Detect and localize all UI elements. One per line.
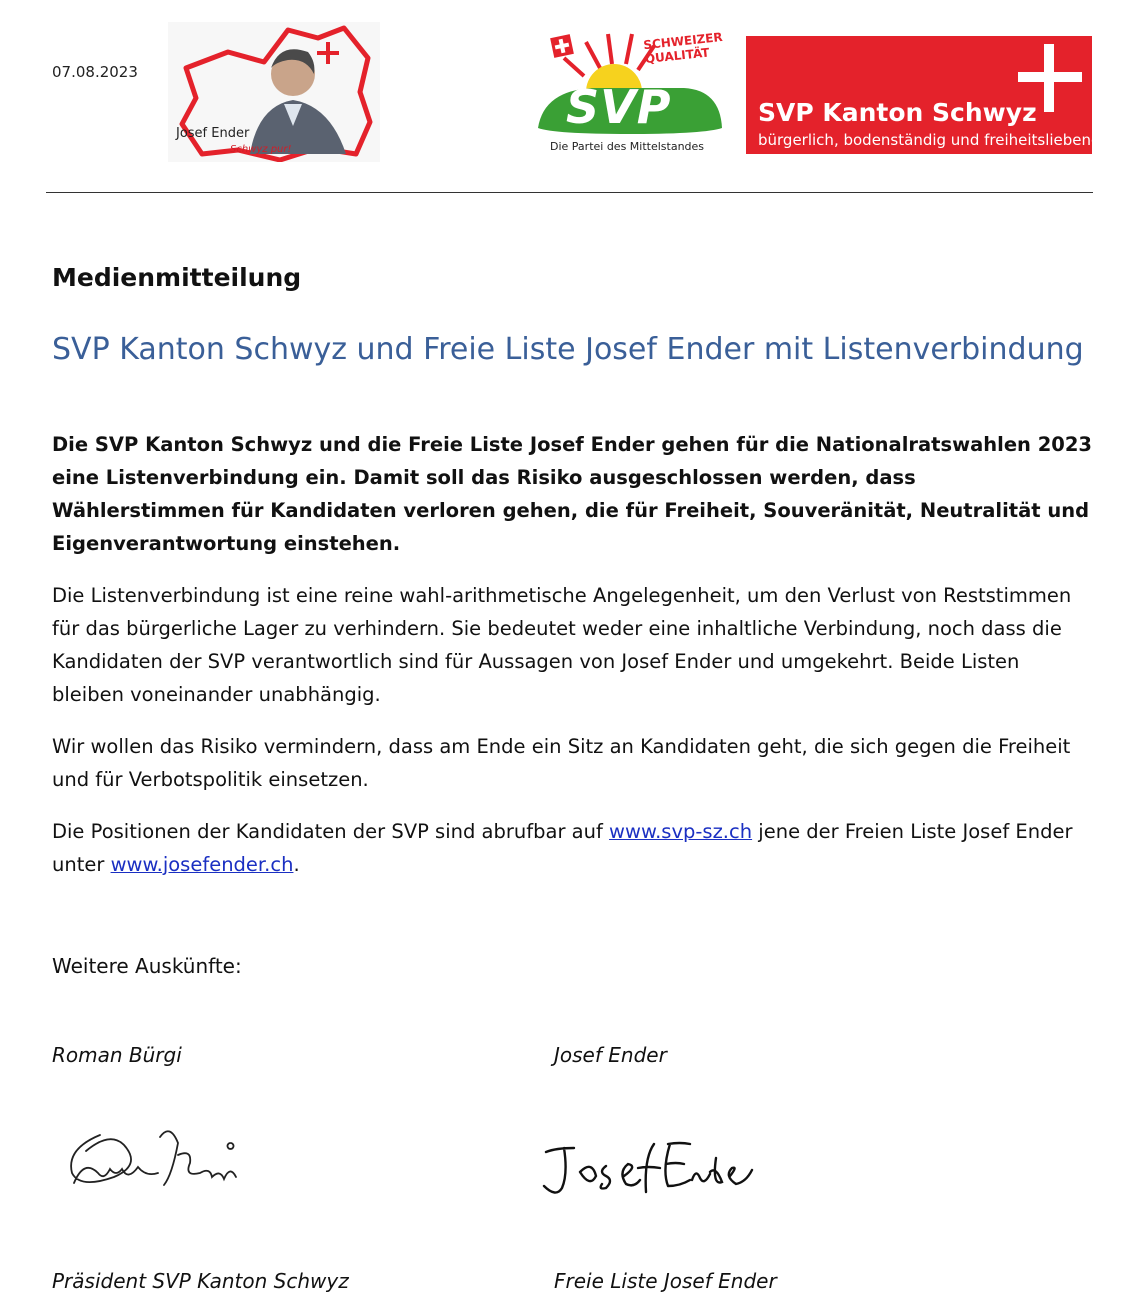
paragraph-3-text-b: jene der Freien Liste Josef Ender unter	[52, 820, 1073, 876]
svp-brand-text: SVP	[566, 80, 672, 134]
svp-logo-tagline: Die Partei des Mittelstandes	[550, 140, 705, 153]
josef-ender-logo	[168, 22, 380, 162]
lead-paragraph: Die SVP Kanton Schwyz und die Freie Liste Josef Ender gehen für die Nationalratswahlen 2023 eine Listenverbindung ein. Damit soll das Risiko ausgeschlossen werden, dass Wählerstimmen für Kandidaten verloren gehen, die für Freiheit, Souveränität, Neutralität und Eigenverantwortung einstehen.	[52, 433, 1092, 555]
signatory-role-buergi: Präsident SVP Kanton Schwyz	[52, 1269, 349, 1293]
svp-website-link[interactable]: www.svp-sz.ch	[609, 820, 753, 843]
ender-map-graphic	[168, 22, 380, 162]
header-divider	[46, 192, 1093, 193]
svp-logo	[534, 28, 726, 158]
signatory-role-ender: Freie Liste Josef Ender	[554, 1269, 777, 1293]
document-heading: Medienmitteilung	[52, 263, 302, 292]
ender-logo-tagline: Schwyz pur!	[230, 144, 292, 155]
document-date: 07.08.2023	[52, 63, 138, 81]
signatory-name-ender: Josef Ender	[554, 1043, 667, 1067]
signature-josef-ender	[540, 1130, 760, 1202]
paragraph-3-text-c: .	[293, 853, 300, 876]
document-title: SVP Kanton Schwyz und Freie Liste Josef Ender mit Listenverbindung	[52, 332, 1084, 367]
signature-roman-buergi	[60, 1115, 245, 1200]
svp-quality-badge: SCHWEIZER QUALITÄT	[642, 29, 724, 67]
signatory-name-buergi: Roman Bürgi	[52, 1043, 182, 1067]
further-info-label: Weitere Auskünfte:	[52, 954, 242, 978]
svp-kanton-schwyz-logo	[746, 36, 1101, 154]
paragraph-3-text-a: Die Positionen der Kandidaten der SVP sind abrufbar auf	[52, 820, 610, 843]
kanton-logo-title: SVP Kanton Schwyz	[758, 98, 1037, 127]
josefender-website-link[interactable]: www.josefender.ch	[110, 853, 294, 876]
kanton-logo-subtitle: bürgerlich, bodenständig und freiheitsliebend	[758, 131, 1101, 149]
body-paragraph-2: Wir wollen das Risiko vermindern, dass am Ende ein Sitz an Kandidaten geht, die sich gegen die Freiheit und für Verbotspolitik einsetzen.	[52, 735, 1071, 791]
body-paragraph-1: Die Listenverbindung ist eine reine wahl-arithmetische Angelegenheit, um den Verlust von Reststimmen für das bürgerliche Lager zu verhindern. Sie bedeutet weder eine inhaltliche Verbindung, noch dass die Kandidaten der SVP verantwortlich sind für Aussagen von Josef Ender und umgekehrt. Beide Listen bleiben voneinander unabhängig.	[52, 584, 1072, 706]
ender-logo-name: Josef Ender	[176, 126, 250, 141]
body-paragraph-3	[52, 815, 1092, 881]
